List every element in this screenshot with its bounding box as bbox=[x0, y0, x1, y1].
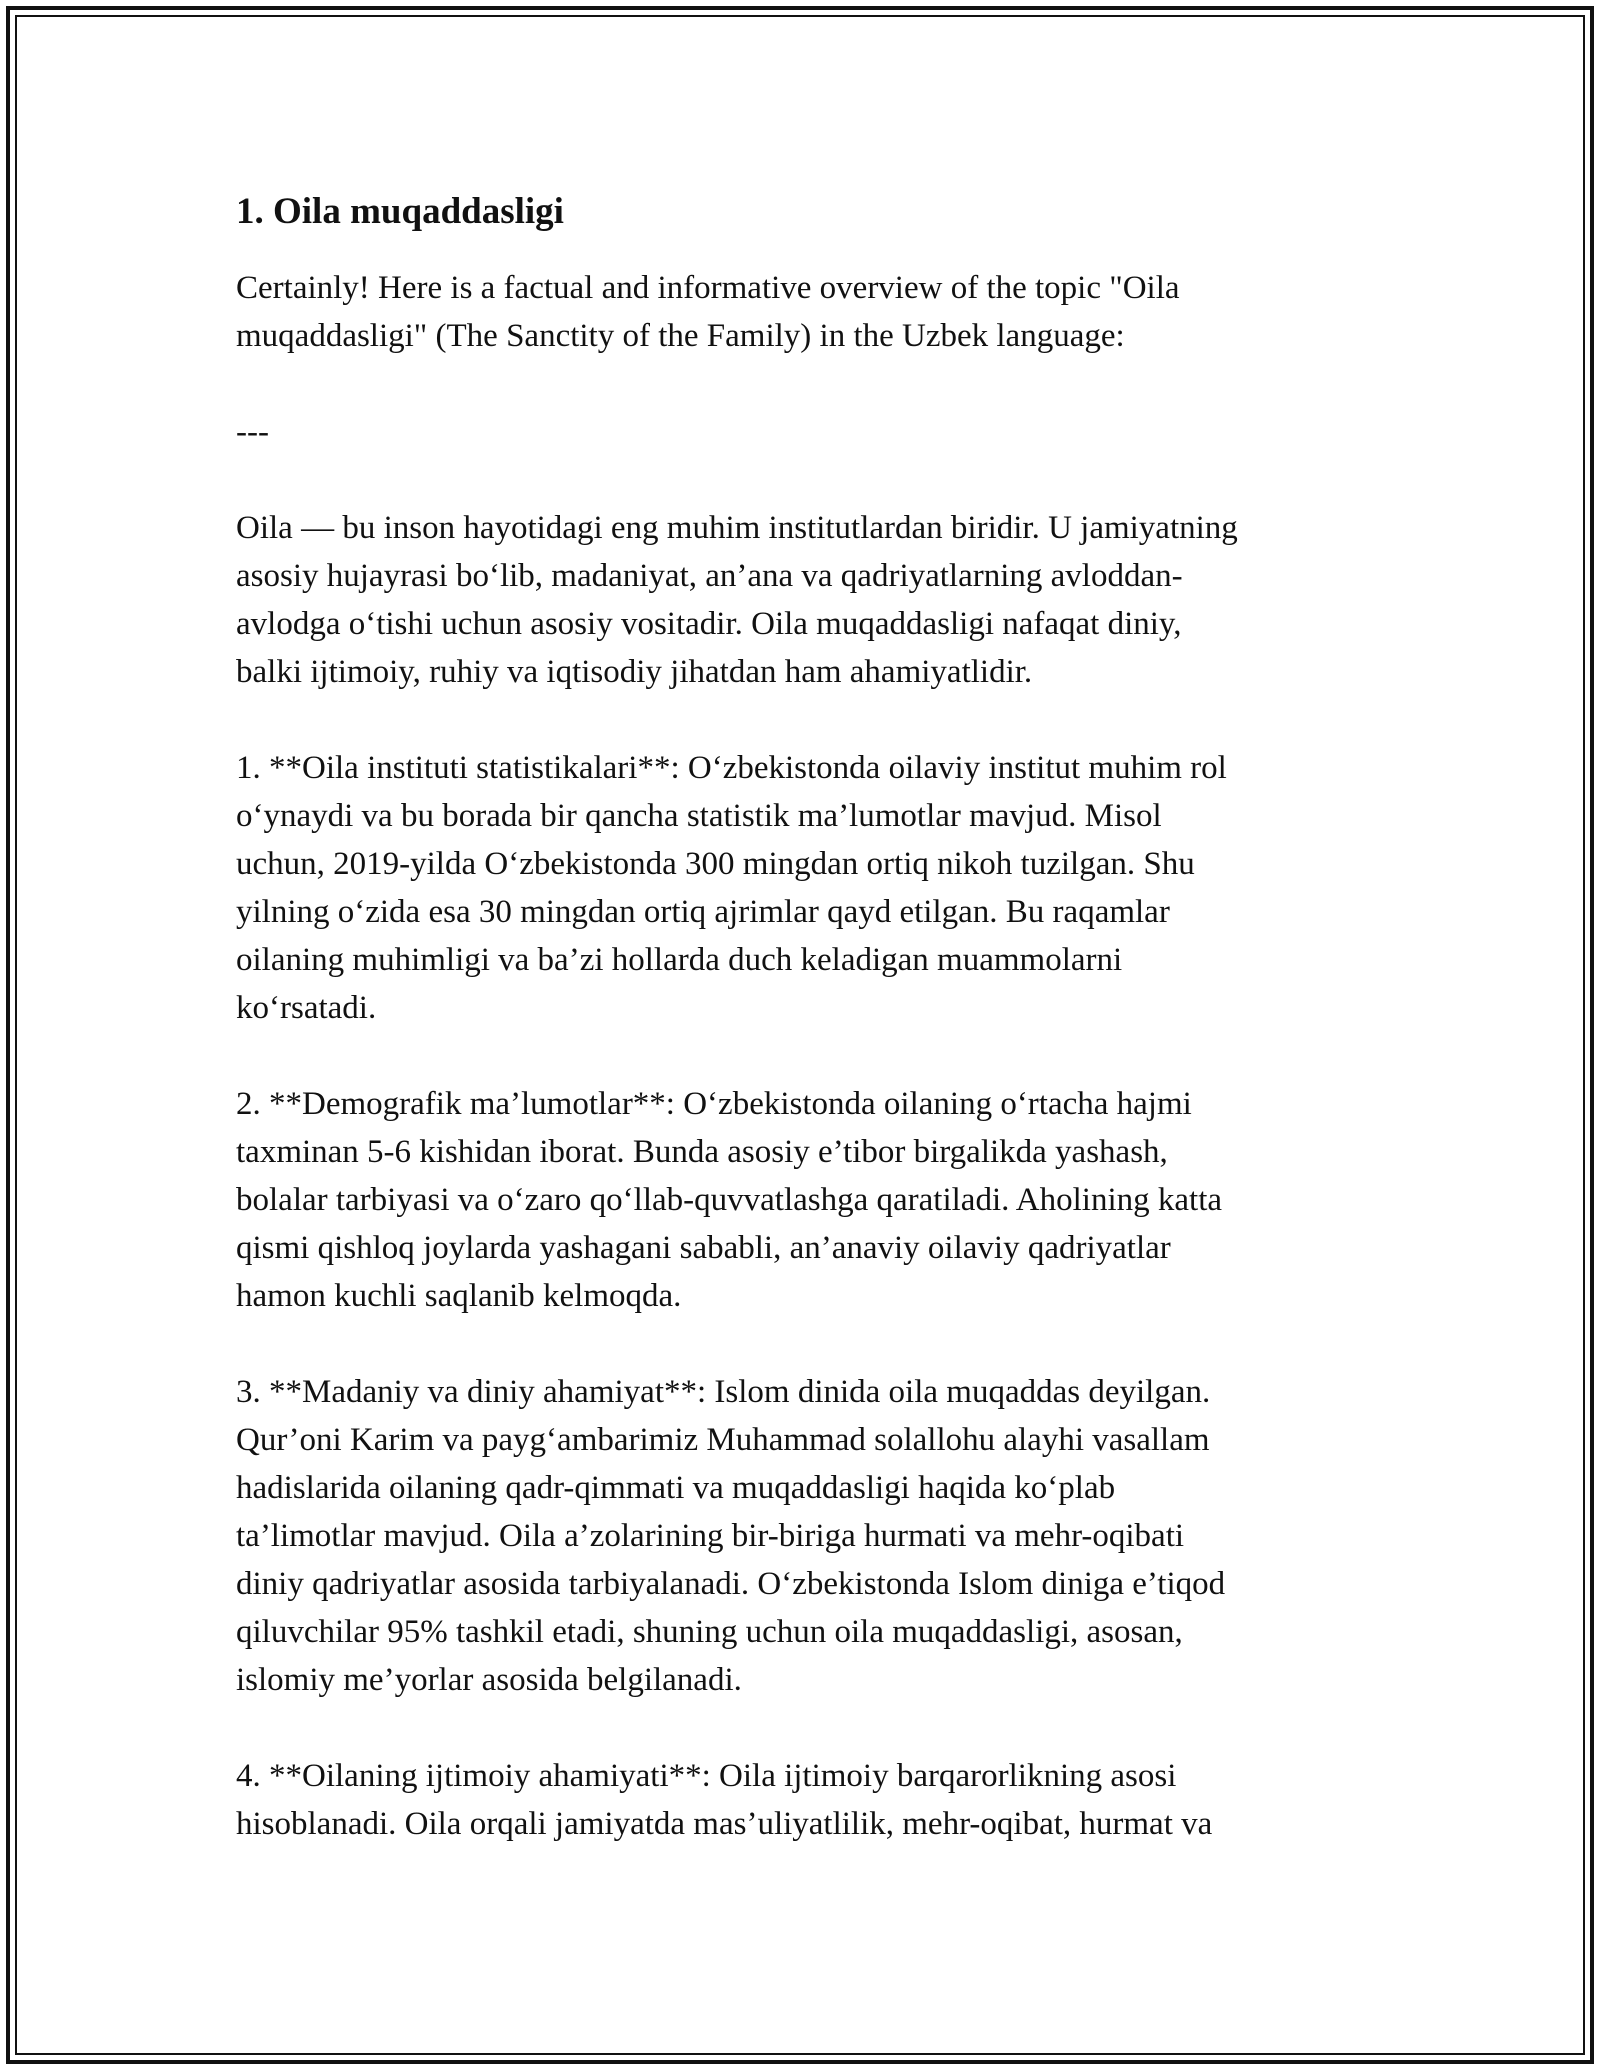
list-item-statistics: 1. **Oila instituti statistikalari**: O‘zbekistonda oilaviy institut muhim rol o‘ynaydi va bu borada bir qancha statistik ma’lumotlar mavjud. Misol uchun, 2019-yilda O‘zbekistonda 300 mingdan ortiq nikoh tuzilgan. Shu yilning o‘zida esa 30 mingdan ortiq ajrimlar qayd etilgan. Bu raqamlar oilaning muhimligi va ba’zi hollarda duch keladigan muammolarni ko‘rsatadi. bbox=[236, 750, 1227, 1026]
intro-paragraph: Certainly! Here is a factual and informative overview of the topic "Oila muqaddasligi" (The Sanctity of the Family) in the Uzbek language: bbox=[236, 270, 1180, 354]
list-item-demographics: 2. **Demografik ma’lumotlar**: O‘zbekistonda oilaning o‘rtacha hajmi taxminan 5-6 kishidan iborat. Bunda asosiy e’tibor birgalikda yashash, bolalar tarbiyasi va o‘zaro qo‘llab-quvvatlashga qaratiladi. Aholining katta qismi qishloq joylarda yashagani sababli, an’anaviy oilaviy qadriyatlar hamon kuchli saqlanib kelmoqda. bbox=[236, 1086, 1223, 1314]
document-body bbox=[236, 188, 1356, 1896]
list-item-cultural-religious: 3. **Madaniy va diniy ahamiyat**: Islom dinida oila muqaddas deyilgan. Qur’oni Karim va payg‘ambarimiz Muhammad solallohu alayhi vasallam hadislarida oilaning qadr-qimmati va muqaddasligi haqida ko‘plab ta’limotlar mavjud. Oila a’zolarining bir-biriga hurmati va mehr-oqibati diniy qadriyatlar asosida tarbiyalanadi. O‘zbekistonda Islom diniga e’tiqod qiluvchilar 95% tashkil etadi, shuning uchun oila muqaddasligi, asosan, islomiy me’yorlar asosida belgilanadi. bbox=[236, 1374, 1226, 1698]
overview-paragraph: Oila — bu inson hayotidagi eng muhim institutlardan biridir. U jamiyatning asosiy hujayrasi bo‘lib, madaniyat, an’ana va qadriyatlarning avloddan- avlodga o‘tishi uchun asosiy vositadir. Oila muqaddasligi nafaqat diniy, balki ijtimoiy, ruhiy va iqtisodiy jihatdan ham ahamiyatlidir. bbox=[236, 510, 1238, 690]
separator-line: --- bbox=[236, 414, 269, 450]
list-item-social-importance: 4. **Oilaning ijtimoiy ahamiyati**: Oila ijtimoiy barqarorlikning asosi hisoblanadi. Oila orqali jamiyatda mas’uliyatlilik, mehr-oqibat, hurmat va bbox=[236, 1758, 1213, 1842]
document-heading: 1. Oila muqaddasligi bbox=[236, 191, 564, 232]
